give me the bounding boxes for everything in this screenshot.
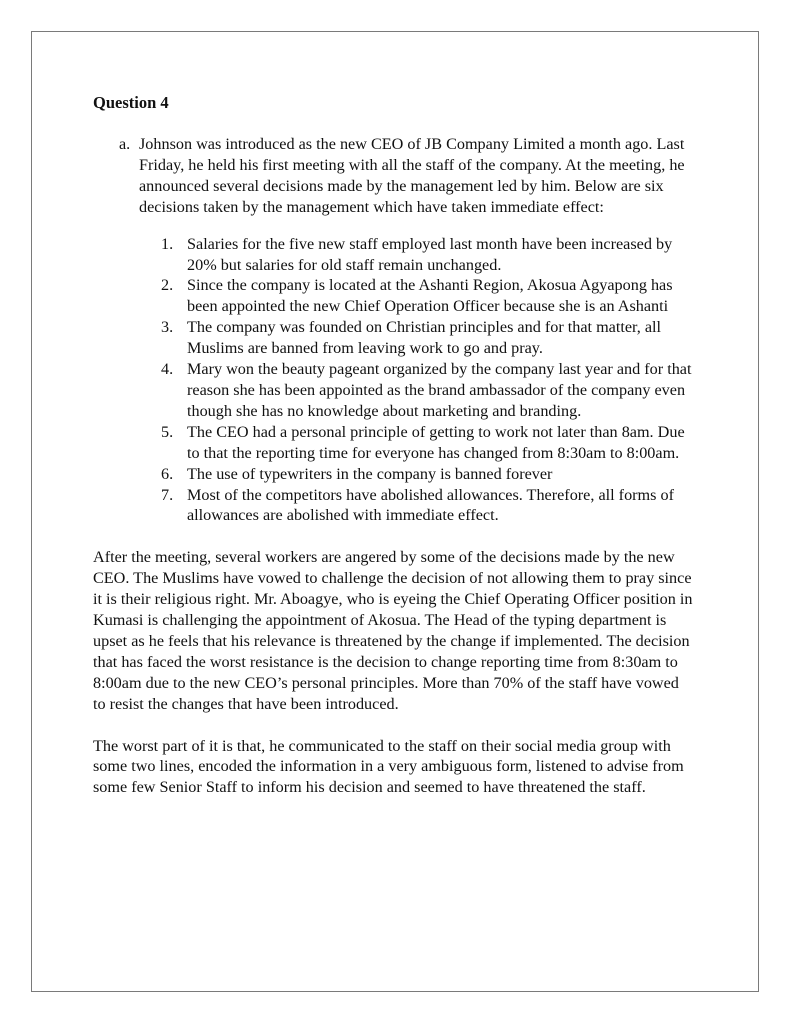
part-a-body	[139, 134, 703, 526]
decision-text: The company was founded on Christian principles and for that matter, all Muslims are banned from leaving work to go and pray.	[187, 318, 662, 358]
decision-text: Salaries for the five new staff employed last month have been increased by 20% but salaries for old staff remain unchanged.	[187, 234, 673, 274]
worst-part-paragraph: The worst part of it is that, he communicated to the staff on their social media group with some two lines, encoded the information in a very ambiguous form, listened to advise from some few Senior Staff to inform his decision and seemed to have threatened the staff.	[93, 736, 684, 797]
decision-number: 4.	[161, 360, 174, 379]
part-a	[93, 134, 703, 526]
decision-text: The use of typewriters in the company is banned forever	[187, 464, 553, 483]
decision-item	[161, 234, 701, 276]
decision-number: 3.	[161, 318, 174, 337]
decision-text: Mary won the beauty pageant organized by the company last year and for that reason she has been appointed as the brand ambassador of the company even though she has no knowledge about marketing and branding.	[187, 360, 692, 420]
decisions-list	[139, 234, 701, 527]
part-a-marker: a.	[119, 135, 131, 153]
document-content	[93, 93, 703, 798]
decision-number: 7.	[161, 485, 174, 504]
decision-number: 2.	[161, 276, 174, 295]
question-title: Question 4	[93, 93, 169, 112]
after-meeting-paragraph: After the meeting, several workers are angered by some of the decisions made by the new CEO. The Muslims have vowed to challenge the decision of not allowing them to pray since it is their religious right. Mr. Aboagye, who is eyeing the Chief Operating Officer position in Kumasi is challenging the appointment of Akosua. The Head of the typing department is upset as he feels that his relevance is threatened by the change if implemented. The decision that has faced the worst resistance is the decision to change reporting time from 8:30am to 8:00am due to the new CEO’s personal principles. More than 70% of the staff have vowed to resist the changes that have been introduced.	[93, 548, 693, 713]
decision-item	[161, 317, 701, 359]
part-a-intro: Johnson was introduced as the new CEO of JB Company Limited a month ago. Last Friday, he held his first meeting with all the staff of the company. At the meeting, he announced several decisions made by the management led by him. Below are six decisions taken by the management which have taken immediate effect:	[139, 135, 685, 216]
decision-text: Most of the competitors have abolished allowances. Therefore, all forms of allowances are abolished with immediate effect.	[187, 485, 674, 525]
decision-number: 6.	[161, 464, 174, 483]
decision-item	[161, 275, 701, 317]
decision-item	[161, 464, 701, 485]
decision-item	[161, 485, 701, 527]
decision-number: 5.	[161, 422, 174, 441]
decision-item	[161, 359, 701, 422]
decision-text: Since the company is located at the Ashanti Region, Akosua Agyapong has been appointed the new Chief Operation Officer because she is an Ashanti	[187, 276, 673, 316]
decision-item	[161, 422, 701, 464]
decision-text: The CEO had a personal principle of getting to work not later than 8am. Due to that the reporting time for everyone has changed from 8:30am to 8:00am.	[187, 422, 685, 462]
decision-number: 1.	[161, 234, 174, 253]
